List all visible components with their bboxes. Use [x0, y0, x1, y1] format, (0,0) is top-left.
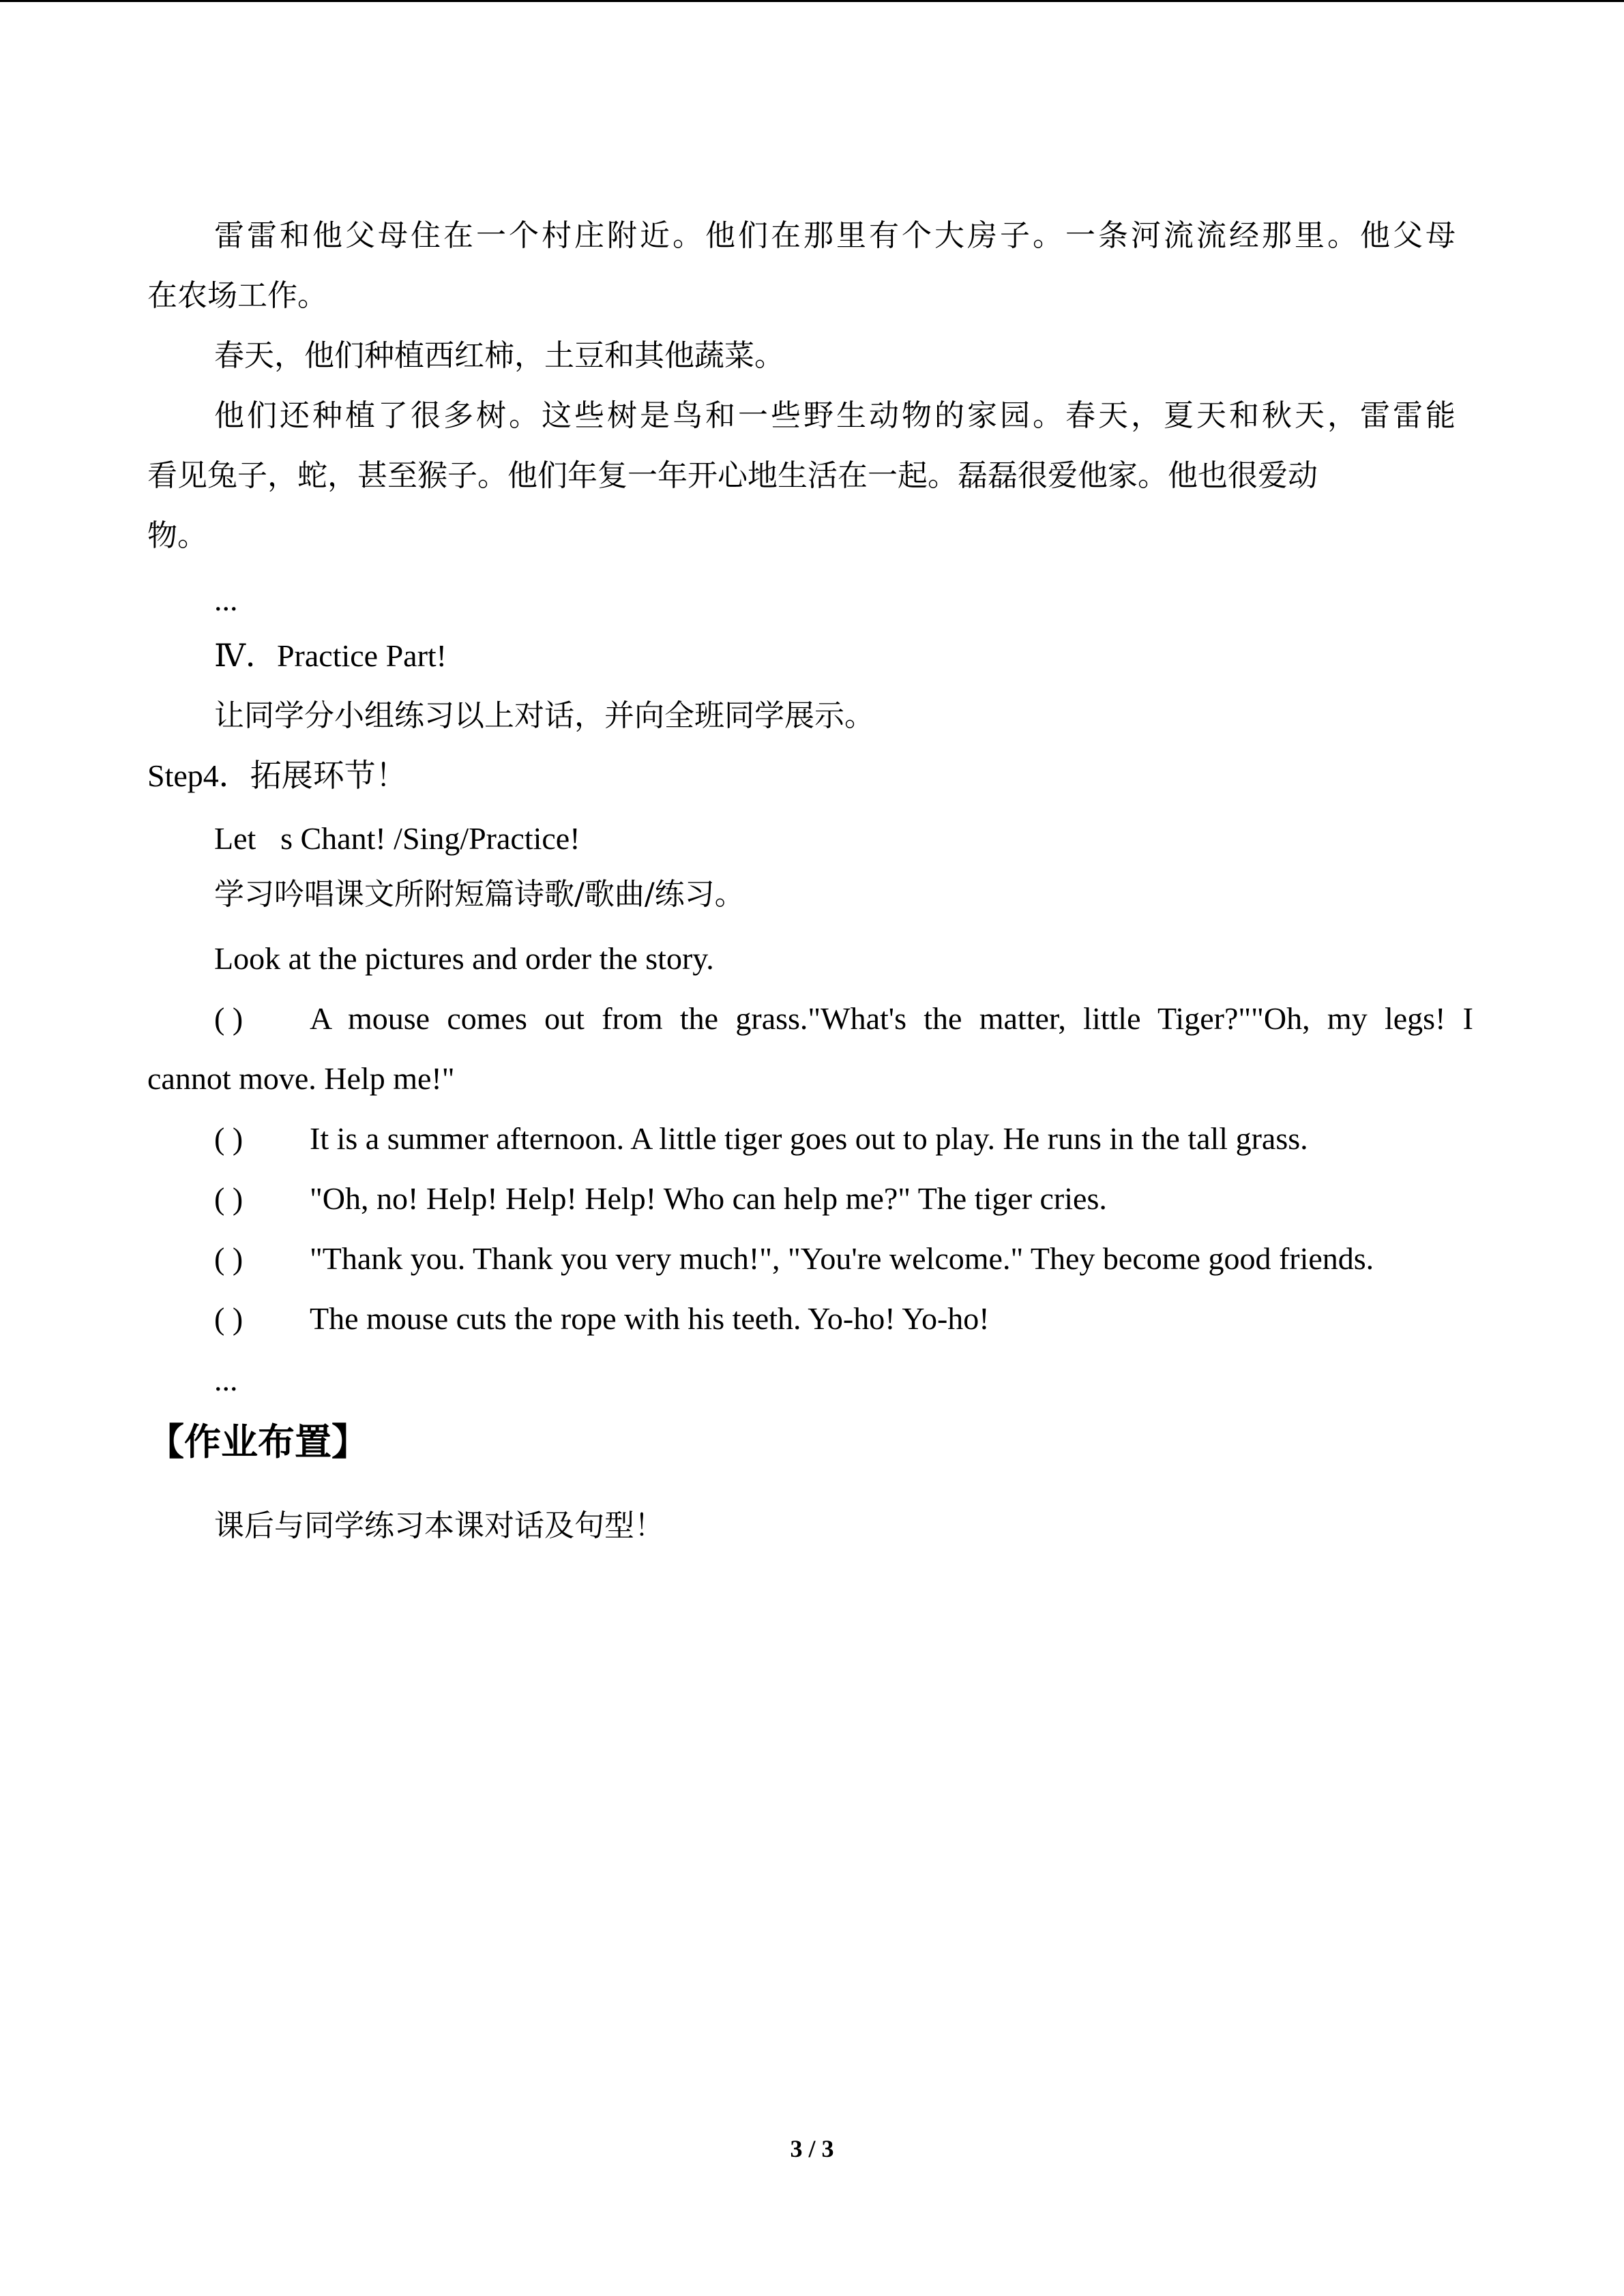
story-text: A mouse comes out from the grass."What's the matter, little Tiger?""Oh, my legs! I — [310, 1001, 1473, 1036]
paragraph-line: 雷雷和他父母住在一个村庄附近。他们在那里有个大房子。一条河流流经那里。他父母 — [214, 218, 1456, 253]
story-item — [214, 1298, 1551, 1339]
paragraph-line: 物。 — [147, 518, 207, 553]
answer-blank: ( ) — [214, 1001, 243, 1036]
story-text: It is a summer afternoon. A little tiger goes out to play. He runs in the tall grass. — [310, 1121, 1308, 1156]
answer-blank: ( ) — [214, 1301, 243, 1336]
answer-blank: ( ) — [214, 1181, 243, 1216]
step4-title: Step4．拓展环节！ — [147, 758, 407, 793]
story-text: "Thank you. Thank you very much!", "You're welcome." They become good friends. — [310, 1241, 1374, 1276]
ellipsis: ... — [214, 582, 238, 617]
answer-blank: ( ) — [214, 1241, 243, 1276]
homework-heading: 【作业布置】 — [147, 1420, 368, 1463]
page-number: 3 / 3 — [790, 2135, 834, 2162]
story-item-continuation: cannot move. Help me!" — [147, 1061, 455, 1096]
story-text: The mouse cuts the rope with his teeth. Yo-ho! Yo-ho! — [310, 1301, 990, 1336]
instruction-text: Look at the pictures and order the story. — [214, 941, 714, 976]
paragraph-line: 春天，他们种植西红柿，土豆和其他蔬菜。 — [214, 338, 784, 373]
answer-blank: ( ) — [214, 1121, 243, 1156]
story-item — [214, 1118, 1551, 1159]
story-item — [214, 1238, 1551, 1279]
practice-text: 让同学分小组练习以上对话，并向全班同学展示。 — [214, 698, 874, 733]
paragraph-line: 在农场工作。 — [147, 278, 327, 313]
chant-description: 学习吟唱课文所附短篇诗歌/歌曲/练习。 — [214, 877, 745, 912]
homework-text: 课后与同学练习本课对话及句型！ — [214, 1508, 664, 1543]
ellipsis: ... — [214, 1362, 238, 1397]
paragraph-line: 他们还种植了很多树。这些树是鸟和一些野生动物的家园。春天，夏天和秋天，雷雷能 — [214, 398, 1456, 433]
story-item — [214, 1178, 1551, 1219]
practice-title: Ⅳ．Practice Part! — [214, 638, 447, 673]
chant-line: Let s Chant! /Sing/Practice! — [214, 821, 580, 856]
paragraph-line: 看见兔子，蛇，甚至猴子。他们年复一年开心地生活在一起。磊磊很爱他家。他也很爱动 — [147, 458, 1318, 493]
top-border-line — [0, 0, 1624, 2]
story-item — [214, 998, 1476, 1039]
story-text: "Oh, no! Help! Help! Help! Who can help me?" The tiger cries. — [310, 1181, 1107, 1216]
